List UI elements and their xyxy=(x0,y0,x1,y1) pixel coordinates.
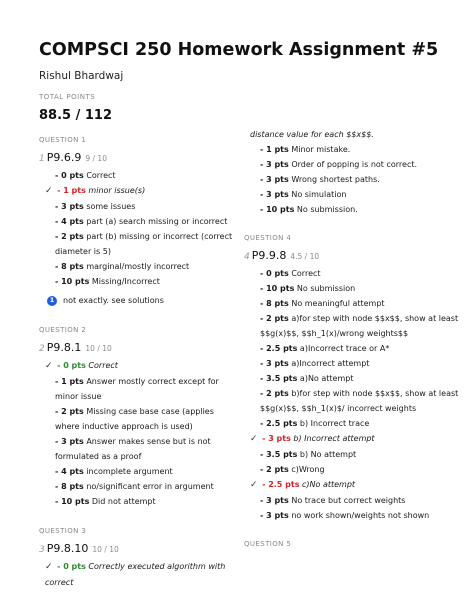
rubric-points: - 1 pts xyxy=(57,186,86,195)
rubric-item xyxy=(39,214,239,229)
rubric-item xyxy=(244,172,459,187)
rubric-desc: a)for step with node $$x$$, show at least $$g(x)$$, $$h_1(x)/wrong weights$$ xyxy=(260,314,459,338)
total-points-value: 88.5 / 112 xyxy=(39,108,113,123)
rubric-item xyxy=(244,311,459,341)
rubric-points: - 3 pts xyxy=(260,511,289,520)
rubric-points: - 0 pts xyxy=(57,361,86,370)
rubric-points: - 8 pts xyxy=(260,299,289,308)
check-icon: ✓ xyxy=(45,361,53,371)
rubric-item xyxy=(39,199,239,214)
rubric-item xyxy=(244,266,459,281)
assignment-title: COMPSCI 250 Homework Assignment #5 xyxy=(39,40,439,60)
rubric-desc: Order of popping is not correct. xyxy=(291,160,418,169)
rubric-desc: Wrong shortest paths. xyxy=(291,175,380,184)
rubric-points: - 3 pts xyxy=(262,434,291,443)
rubric-points: - 2.5 pts xyxy=(260,344,298,353)
rubric-points: - 2.5 pts xyxy=(262,480,300,489)
rubric-item xyxy=(244,187,459,202)
rubric-desc: b)for step with node $$x$$, show at least $$g(x)$$, $$h_1(x)$/ incorrect weights xyxy=(260,389,459,413)
rubric-points: - 2 pts xyxy=(55,407,84,416)
question-label: QUESTION 1 xyxy=(39,136,87,144)
total-points-label: TOTAL POINTS xyxy=(39,93,96,101)
rubric-points: - 2.5 pts xyxy=(260,419,298,428)
rubric-desc: Minor mistake. xyxy=(291,145,351,154)
check-icon: ✓ xyxy=(250,434,258,444)
left-column xyxy=(39,133,239,590)
rubric-desc: b) No attempt xyxy=(299,450,357,459)
rubric-desc: Correct xyxy=(291,269,321,278)
check-icon: ✓ xyxy=(45,562,53,572)
rubric-desc: No submission xyxy=(296,284,356,293)
rubric-points: - 3 pts xyxy=(260,160,289,169)
rubric-item xyxy=(244,281,459,296)
rubric-points: - 3 pts xyxy=(260,496,289,505)
rubric-desc: no work shown/weights not shown xyxy=(291,511,430,520)
rubric-item xyxy=(244,416,459,431)
rubric-points: - 8 pts xyxy=(55,262,84,271)
question-label: QUESTION 5 xyxy=(244,540,292,548)
rubric-points: - 3 pts xyxy=(260,359,289,368)
rubric-desc: a)Incorrect trace or A* xyxy=(299,344,390,353)
rubric-desc: marginal/mostly incorrect xyxy=(86,262,190,271)
rubric-item-applied xyxy=(39,358,239,374)
question-number: 2 xyxy=(39,344,45,354)
rubric-item xyxy=(244,356,459,371)
rubric-item xyxy=(39,494,239,509)
rubric-item-applied xyxy=(39,183,239,199)
rubric-desc: b) Incorrect attempt xyxy=(293,434,375,443)
rubric-desc: No submission. xyxy=(296,205,358,214)
rubric-points: - 10 pts xyxy=(260,205,295,214)
rubric-item xyxy=(39,259,239,274)
rubric-points: - 10 pts xyxy=(55,497,90,506)
question-title: P9.8.10 xyxy=(46,542,89,555)
rubric-desc: Correctly executed algorithm with correct xyxy=(45,562,226,587)
rubric-desc: Missing case base case (applies where inductive approach is used) xyxy=(55,407,214,431)
right-column xyxy=(244,127,459,554)
rubric-item xyxy=(244,447,459,462)
rubric-points: - 2 pts xyxy=(260,465,289,474)
rubric-desc: c)Wrong xyxy=(291,465,325,474)
question-label: QUESTION 3 xyxy=(39,527,87,535)
rubric-points: - 2 pts xyxy=(260,389,289,398)
question-label: QUESTION 2 xyxy=(39,326,87,334)
rubric-desc: minor issue(s) xyxy=(88,186,146,195)
rubric-item xyxy=(39,229,239,259)
rubric-desc: Correct xyxy=(86,171,116,180)
rubric-points: - 2 pts xyxy=(55,232,84,241)
rubric-desc: some issues xyxy=(86,202,136,211)
question-number: 1 xyxy=(39,154,45,164)
rubric-desc: No meaningful attempt xyxy=(291,299,385,308)
rubric-points: - 0 pts xyxy=(55,171,84,180)
rubric-item xyxy=(244,202,459,217)
rubric-desc: part (b) missing or incorrect (correct diameter is 5) xyxy=(55,232,233,256)
rubric-item xyxy=(244,493,459,508)
rubric-item xyxy=(244,462,459,477)
rubric-points: - 3 pts xyxy=(260,175,289,184)
rubric-item xyxy=(244,371,459,386)
rubric-item xyxy=(39,479,239,494)
rubric-desc: Answer makes sense but is not formulated as a proof xyxy=(55,437,211,461)
rubric-item xyxy=(244,142,459,157)
rubric-desc: b) Incorrect trace xyxy=(299,419,370,428)
rubric-desc: a)Incorrect attempt xyxy=(291,359,370,368)
rubric-points: - 0 pts xyxy=(260,269,289,278)
question-header xyxy=(39,541,239,558)
rubric-desc: Correct xyxy=(88,361,118,370)
rubric-item-applied xyxy=(244,431,459,447)
rubric-desc: incomplete argument xyxy=(86,467,173,476)
rubric-item xyxy=(244,157,459,172)
question-score: 10 / 10 xyxy=(92,545,119,554)
rubric-item xyxy=(244,296,459,311)
question-header xyxy=(39,150,239,167)
rubric-points: - 3 pts xyxy=(55,202,84,211)
rubric-points: - 8 pts xyxy=(55,482,84,491)
check-icon: ✓ xyxy=(45,186,53,196)
question-score: 10 / 10 xyxy=(85,344,112,353)
rubric-desc: no/significant error in argument xyxy=(86,482,214,491)
student-name: Rishul Bhardwaj xyxy=(39,70,124,82)
question-score: 4.5 / 10 xyxy=(290,252,320,261)
grader-comment xyxy=(39,293,239,308)
rubric-desc: No simulation xyxy=(291,190,347,199)
rubric-points: - 4 pts xyxy=(55,467,84,476)
rubric-item xyxy=(244,386,459,416)
rubric-points: - 10 pts xyxy=(55,277,90,286)
rubric-points: - 0 pts xyxy=(57,562,86,571)
rubric-item xyxy=(39,274,239,289)
rubric-desc-continued: distance value for each $$x$$. xyxy=(250,130,374,139)
rubric-item xyxy=(39,374,239,404)
question-title: P9.9.8 xyxy=(251,249,287,262)
rubric-points: - 1 pts xyxy=(55,377,84,386)
comment-text: not exactly. see solutions xyxy=(63,296,164,305)
rubric-desc: Answer mostly correct except for minor issue xyxy=(55,377,219,401)
question-label: QUESTION 4 xyxy=(244,234,292,242)
rubric-item xyxy=(39,464,239,479)
check-icon: ✓ xyxy=(250,480,258,490)
rubric-points: - 3.5 pts xyxy=(260,374,298,383)
question-title: P9.6.9 xyxy=(46,151,82,164)
rubric-points: - 3 pts xyxy=(55,437,84,446)
rubric-points: - 10 pts xyxy=(260,284,295,293)
rubric-points: - 2 pts xyxy=(260,314,289,323)
question-score: 9 / 10 xyxy=(85,154,107,163)
question-number: 3 xyxy=(39,545,45,555)
rubric-item-applied xyxy=(39,559,239,590)
rubric-item xyxy=(39,168,239,183)
rubric-item xyxy=(244,508,459,523)
rubric-desc: a)No attempt xyxy=(299,374,354,383)
rubric-points: - 3.5 pts xyxy=(260,450,298,459)
rubric-points: - 4 pts xyxy=(55,217,84,226)
question-header xyxy=(244,248,459,265)
rubric-points: - 1 pts xyxy=(260,145,289,154)
rubric-desc: Missing/Incorrect xyxy=(91,277,160,286)
rubric-desc: No trace but correct weights xyxy=(291,496,406,505)
question-title: P9.8.1 xyxy=(46,341,82,354)
rubric-desc: part (a) search missing or incorrect xyxy=(86,217,228,226)
rubric-item-applied xyxy=(244,477,459,493)
rubric-item xyxy=(39,404,239,434)
rubric-points: - 3 pts xyxy=(260,190,289,199)
rubric-desc: c)No attempt xyxy=(302,480,356,489)
comment-number-icon: 1 xyxy=(47,296,57,306)
question-number: 4 xyxy=(244,252,250,262)
rubric-item xyxy=(244,341,459,356)
rubric-desc: Did not attempt xyxy=(91,497,156,506)
question-header xyxy=(39,340,239,357)
rubric-item xyxy=(39,434,239,464)
